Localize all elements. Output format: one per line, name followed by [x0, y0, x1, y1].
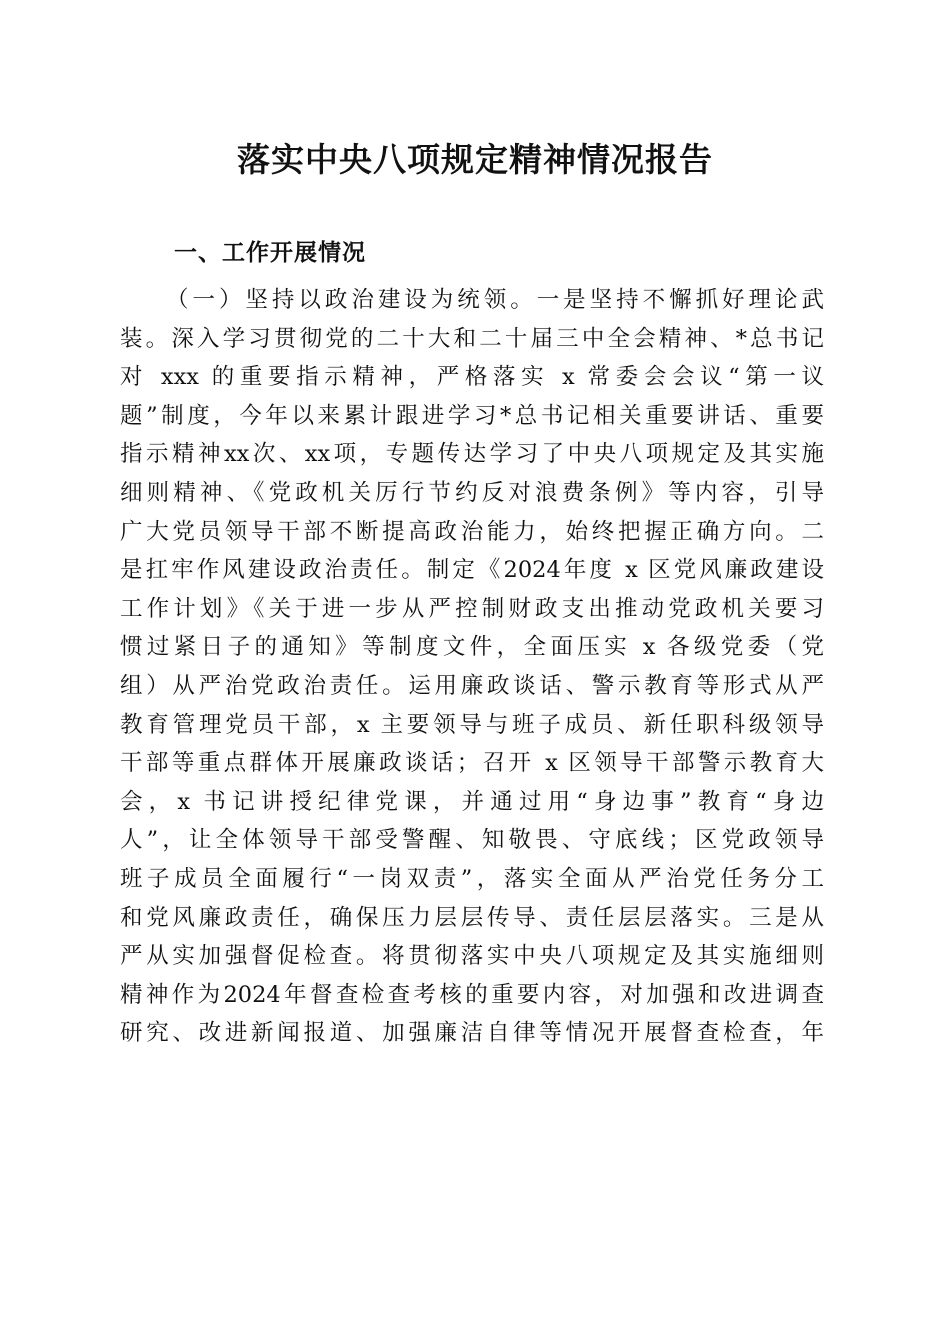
paragraph-line: 对 xxx 的重要指示精神，严格落实 x 常委会会议“第一议: [120, 364, 824, 391]
paragraph-line: 干部等重点群体开展廉政谈话；召开 x 区领导干部警示教育大: [120, 750, 824, 777]
paragraph-line: 细则精神、《党政机关厉行节约反对浪费条例》等内容，引导: [120, 479, 824, 506]
paragraph-line: 装。深入学习贯彻党的二十大和二十届三中全会精神、*总书记: [120, 325, 824, 352]
paragraph-line: 指示精神xx次、xx项，专题传达学习了中央八项规定及其实施: [120, 441, 824, 468]
paragraph-line: 研究、改进新闻报道、加强廉洁自律等情况开展督查检查，年: [120, 1020, 824, 1047]
paragraph-line: 精神作为2024年督查检查考核的重要内容，对加强和改进调查: [120, 981, 824, 1008]
document-title: 落实中央八项规定精神情况报告: [237, 140, 713, 179]
paragraph-line: 和党风廉政责任，确保压力层层传导、责任层层落实。三是从: [120, 904, 824, 931]
paragraph-line: 惯过紧日子的通知》等制度文件，全面压实 x 各级党委（党: [120, 634, 824, 661]
paragraph-line: 题”制度，今年以来累计跟进学习*总书记相关重要讲话、重要: [120, 402, 824, 429]
paragraph-line: 工作计划》《关于进一步从严控制财政支出推动党政机关要习: [120, 595, 824, 622]
paragraph-line: 班子成员全面履行“一岗双责”，落实全面从严治党任务分工: [120, 865, 824, 892]
section-heading: 一、工作开展情况: [174, 240, 366, 266]
paragraph-line: 会，x 书记讲授纪律党课，并通过用“身边事”教育“身边: [120, 788, 824, 815]
paragraph-line: 人”，让全体领导干部受警醒、知敬畏、守底线；区党政领导: [120, 827, 824, 854]
paragraph-line: 严从实加强督促检查。将贯彻落实中央八项规定及其实施细则: [120, 943, 824, 970]
paragraph-line: 组）从严治党政治责任。运用廉政谈话、警示教育等形式从严: [120, 672, 824, 699]
paragraph-line: 是扛牢作风建设政治责任。制定《2024年度 x 区党风廉政建设: [120, 557, 824, 584]
paragraph-line: （一）坚持以政治建设为统领。一是坚持不懈抓好理论武: [166, 287, 824, 313]
body-paragraph: [120, 281, 824, 1053]
paragraph-line: 教育管理党员干部，x 主要领导与班子成员、新任职科级领导: [120, 711, 824, 738]
paragraph-line: 广大党员领导干部不断提高政治能力，始终把握正确方向。二: [120, 518, 824, 545]
